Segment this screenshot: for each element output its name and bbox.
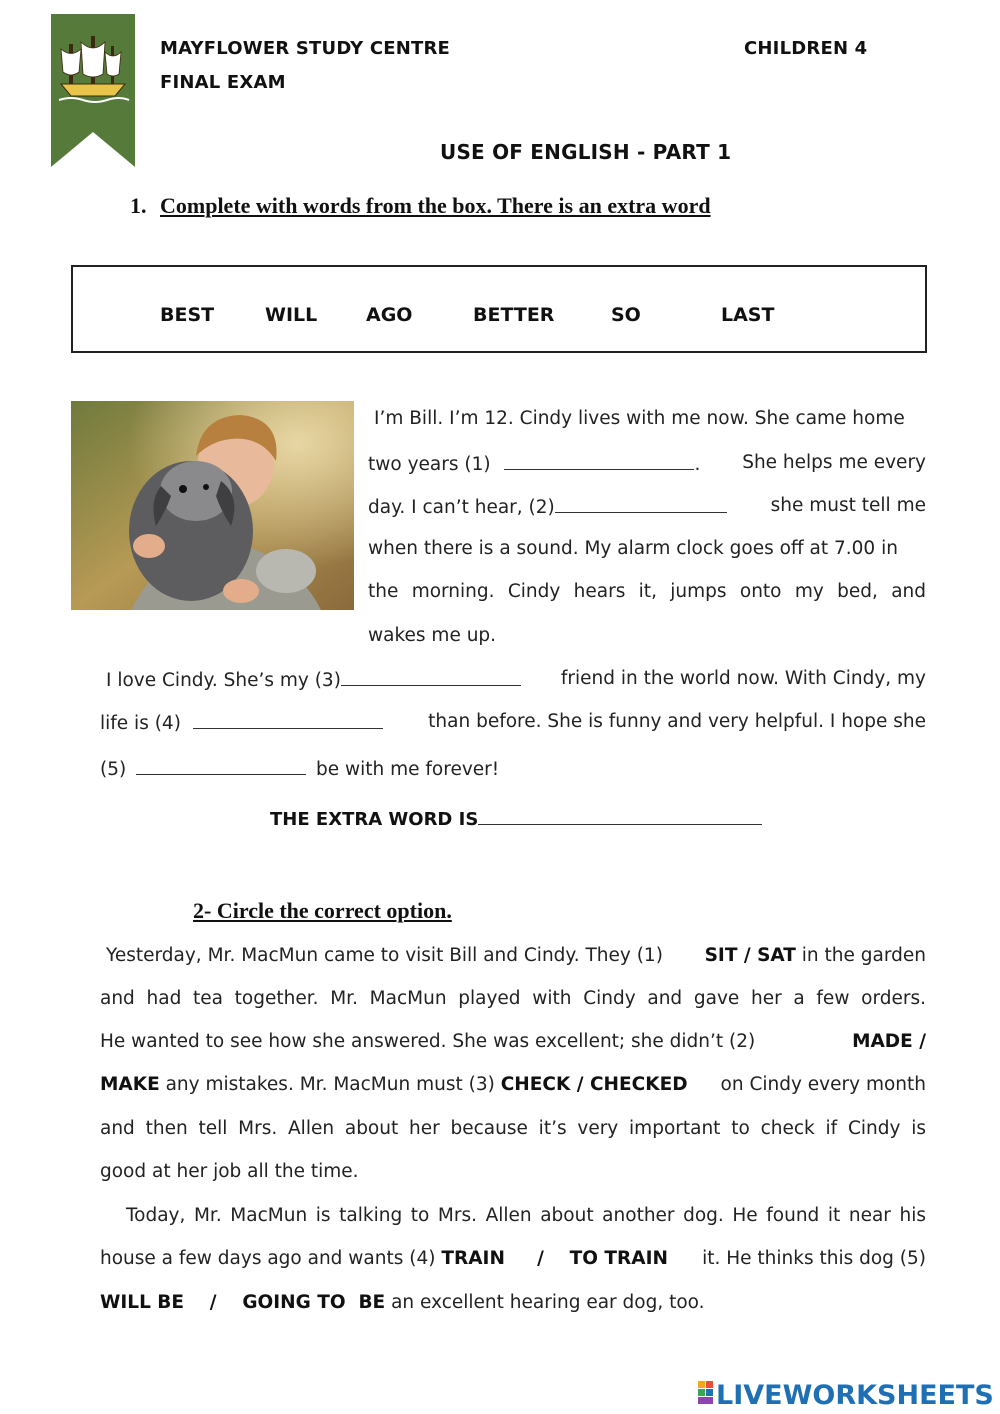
- extra-word-row: [270, 804, 762, 830]
- liveworksheets-text: LIVEWORKSHEETS: [716, 1380, 994, 1410]
- word-will: WILL: [265, 304, 318, 326]
- text-line: day. I can’t hear, (2) she must tell me: [368, 495, 926, 518]
- text-line: Today, Mr. MacMun is talking to Mrs. Allen about another dog. He found it near his: [126, 1205, 926, 1226]
- text-line: house a few days ago and wants (4) TRAIN / TO TRAIN it. He thinks this dog (5): [100, 1248, 926, 1269]
- text-line: and had tea together. Mr. MacMun played with Cindy and gave her a few orders.: [100, 988, 926, 1009]
- text-line: when there is a sound. My alarm clock goes off at 7.00 in: [368, 538, 898, 559]
- answer-blank-5[interactable]: [136, 756, 306, 775]
- text-line: I love Cindy. She’s my (3) friend in the world now. With Cindy, my: [106, 668, 926, 691]
- text-line: life is (4) than before. She is funny and very helpful. I hope she: [100, 711, 926, 734]
- section-2-title: 2- Circle the correct option.: [193, 898, 452, 923]
- word-better: BETTER: [473, 304, 555, 326]
- text-line: good at her job all the time.: [100, 1161, 359, 1182]
- text-line: wakes me up.: [368, 625, 497, 646]
- option-2a[interactable]: MADE /: [852, 1031, 926, 1052]
- option-2b[interactable]: MAKE: [100, 1074, 160, 1095]
- option-1[interactable]: SIT / SAT: [704, 945, 796, 966]
- level-label: CHILDREN 4: [744, 38, 868, 59]
- section-1-instruction: Complete with words from the box. There is an extra word: [160, 193, 711, 218]
- word-last: LAST: [721, 304, 775, 326]
- word-ago: AGO: [366, 304, 413, 326]
- extra-word-blank[interactable]: [478, 804, 762, 825]
- word-best: BEST: [160, 304, 215, 326]
- section-1-title: [130, 193, 711, 219]
- option-4[interactable]: TRAIN / TO TRAIN: [441, 1248, 668, 1269]
- word-so: SO: [611, 304, 641, 326]
- answer-blank-3[interactable]: [341, 667, 521, 686]
- part-title: USE OF ENGLISH - PART 1: [440, 140, 732, 164]
- school-name: MAYFLOWER STUDY CENTRE: [160, 38, 451, 59]
- option-5[interactable]: WILL BE / GOING TO BE: [100, 1292, 386, 1313]
- text-line: He wanted to see how she answered. She was excellent; she didn’t (2) MADE /: [100, 1031, 926, 1052]
- liveworksheets-icon: [698, 1381, 713, 1404]
- option-3[interactable]: CHECK / CHECKED: [500, 1074, 688, 1095]
- answer-blank-4[interactable]: [193, 710, 383, 729]
- school-logo: [51, 14, 135, 167]
- word-box: [71, 265, 927, 353]
- boy-with-dog-photo: [71, 401, 354, 610]
- text-line: the morning. Cindy hears it, jumps onto my bed, and: [368, 581, 926, 602]
- text-line: I’m Bill. I’m 12. Cindy lives with me now. She came home: [374, 408, 905, 429]
- answer-blank-1[interactable]: [504, 451, 694, 470]
- text-line: WILL BE / GOING TO BE an excellent hearing ear dog, too.: [100, 1292, 705, 1313]
- text-line: two years (1) . She helps me every: [368, 452, 926, 475]
- text-line: Yesterday, Mr. MacMun came to visit Bill and Cindy. They (1) SIT / SAT in the garden: [106, 945, 926, 966]
- section-1-number: 1.: [130, 193, 147, 218]
- answer-blank-2[interactable]: [555, 494, 727, 513]
- extra-word-label: THE EXTRA WORD IS: [270, 809, 479, 830]
- text-line: MAKE any mistakes. Mr. MacMun must (3) CHECK / CHECKED on Cindy every month: [100, 1074, 926, 1095]
- liveworksheets-logo: [696, 1374, 996, 1410]
- text-line: and then tell Mrs. Allen about her because it’s very important to check if Cindy is: [100, 1118, 926, 1139]
- exam-title: FINAL EXAM: [160, 72, 286, 93]
- text-line: (5) be with me forever!: [100, 756, 499, 782]
